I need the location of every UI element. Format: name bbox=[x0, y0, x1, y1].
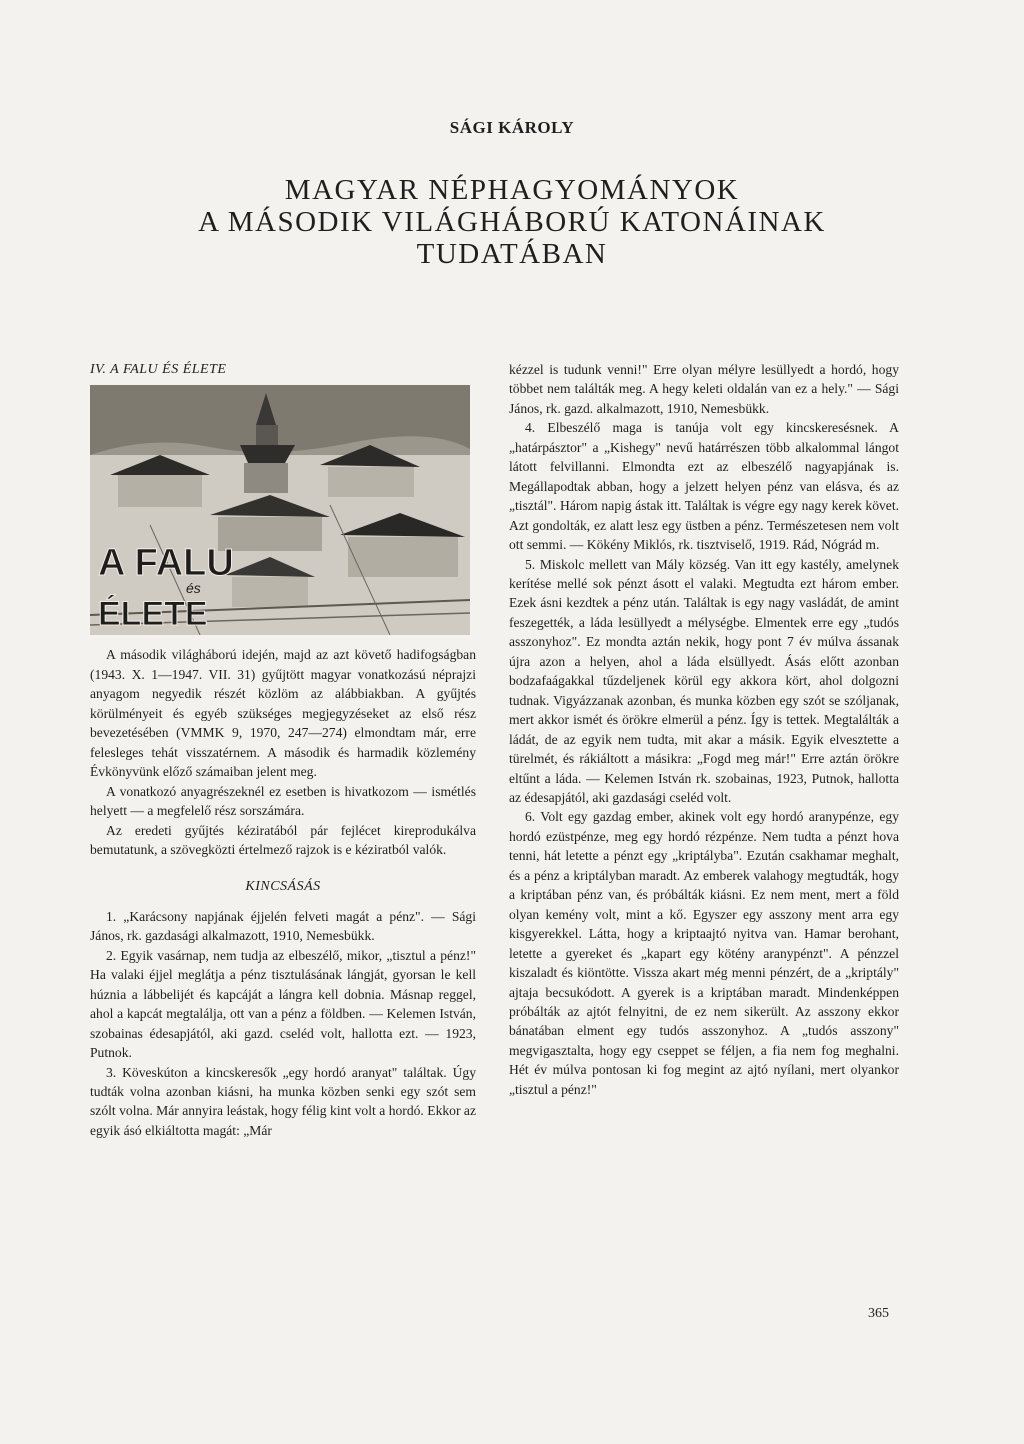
article-title bbox=[0, 174, 1024, 270]
tale-item: 5. Miskolc mellett van Mály község. Van itt egy kastély, amelynek kerítése mellé sok pénzt ásott el valaki. Megtudta ezt három ember. Ezek ásni kezdtek a pénz után. Találtak is egy nagy vasládát, de amint feszegették, a láda lesüllyedt a mélységbe. Elmentek erre egy „tudós asszonyhoz". Ez mondta aztán nekik, hogy pont 7 év múlva ássanak újra azon a helyen, ahol a láda elsüllyedt. Ásás előtt azonban bodzafaágakkal tűzdeljenek körül egy akkora kört, ahol dolgozni tudnak. Vigyázzanak azonban, és munka közben egy szót se szóljanak, mert akkor ismét és örökre elmerül a pénz. Így is tettek. Megtalálták a ládát, de az egyik nem tudta, mit akar a másik. Egyik elvesztette a türelmét, és rákiáltott a másikra: „Fogd meg már!" Erre aztán örökre eltűnt a láda. — Kelemen István rk. szobainas, 1923, Putnok, hallotta az édesapjától, aki gazdasági cseléd volt. bbox=[509, 556, 899, 805]
drawing-title-line2: és bbox=[186, 580, 201, 597]
chapter-heading: IV. A FALU ÉS ÉLETE bbox=[90, 362, 227, 377]
drawing-title-line3: ÉLETE bbox=[98, 595, 208, 634]
tale-item: 1. „Karácsony napjának éjjelén felveti magát a pénz". — Sági János, rk. gazdasági alkalmazott, 1910, Nemesbükk. bbox=[90, 908, 476, 944]
title-line: MAGYAR NÉPHAGYOMÁNYOK bbox=[284, 174, 740, 206]
title-line: A MÁSODIK VILÁGHÁBORÚ KATONÁINAK bbox=[198, 206, 826, 238]
tale-continuation: kézzel is tudunk venni!" Erre olyan mélyre lesüllyedt a hordó, hogy többet nem találták meg. A hegy keleti oldalán van ez a hely." — Sági János, rk. gazd. alkalmazott, 1910, Nemesbükk. bbox=[509, 362, 899, 416]
tale-item: 3. Köveskúton a kincskeresők „egy hordó aranyat" találtak. Úgy tudták volna azonban kiásni, ha munka közben senki egy szót sem szólt volna. Már annyira leástak, hogy félig kint volt a hordó. Ekkor az egyik ásó elkiáltotta magát: „Már bbox=[90, 1064, 476, 1138]
right-column bbox=[509, 360, 899, 1099]
tale-item: 4. Elbeszélő maga is tanúja volt egy kincskeresésnek. A „határpásztor" a „Kishegy" nevű határrészen több alkalommal lángot látott felvillanni. Elmondta ezt az elbeszélő nagyapjának is. Megállapodtak abban, hogy a jelzett helyen pénz van elásva, és az „tisztál". Három napig ástak itt. Találtak is végre egy nagy kerek követ. Azt gondolták, ez alatt lesz egy üstben a pénz. Természetesen nem volt ott semmi. — Kökény Miklós, rk. tisztviselő, 1919. Rád, Nógrád m. bbox=[509, 420, 899, 553]
left-column bbox=[90, 360, 476, 1140]
intro-paragraph: Az eredeti gyűjtés kéziratából pár fejlécet kireprodukálva bemutatunk, a szövegközti értelmező rajzok is e kéziratból valók. bbox=[90, 822, 476, 857]
section-heading: KINCSÁSÁS bbox=[245, 879, 321, 895]
tale-item: 6. Volt egy gazdag ember, akinek volt egy hordó aranypénze, egy hordó ezüstpénze, meg egy hordó rézpénze. Nem tudta a pénzt hova tenni, hát letette a pénzt egy „kriptályba". Ezután csakhamar meghalt, és a pénz a kriptályban maradt. Az emberek valahogy megtudták, hogy a kriptában pénz van, és próbálták kiásni. Ez nem ment, mert a föld olyan kemény volt, mint a kő. Egyszer egy asszony ment arra egy kisgyerekkel. Látta, hogy a kriptaajtó nyitva van. Hamar berohant, letette a gyereket és „kapart egy kötény aranypénzt". A pénzzel kiszaladt és kiöntötte. Vissza akart még menni pénzért, de a „kriptály" ajtaja becsukódott. A gyerek is a kriptában maradt. Mindenképpen próbálták az ajtót felnyitni, de ez nem sikerült. Az asszony ekkor bánatában elment egy tudós asszonyhoz. A „tudós asszony" megvigasztalta, hogy egy cseppet se féljen, a fia nem fog meghalni. Hét év múlva pontosan ki fog megint az ajtó nyílani, mert olyankor „tisztul a pénz!" bbox=[509, 809, 899, 1097]
tale-item: 2. Egyik vasárnap, nem tudja az elbeszélő, mikor, „tisztul a pénz!" Ha valaki éjjel meglátja a pénz tisztulásának lángját, gyorsan le kell húznia a lábbelijét és kapcáját a lángra kell dobnia. Másnap reggel, ahol a kapcát megtalálja, ott van a pénz a földben. — Kelemen István, szobainas édesapjától, aki gazd. cseléd volt, hallotta ezt. — 1923, Putnok. bbox=[90, 947, 476, 1061]
intro-paragraph: A második világháború idején, majd az azt követő hadifogságban (1943. X. 1—1947. VII. 31) gyűjtött magyar vonatkozású néprajzi anyagom negyedik részét közlöm az alábbiakban. A gyűjtés körülményeit és egyéb szükséges megjegyzéseket az első rész bevezetésében (VMMK 9, 1970, 247—274) elmondtam már, erre felesleges tehát visszatérnem. A második és harmadik közlemény Évkönyvünk előző számaiban jelent meg. bbox=[90, 647, 476, 780]
author-name: SÁGI KÁROLY bbox=[449, 118, 575, 137]
title-line: TUDATÁBAN bbox=[416, 238, 608, 270]
drawing-title-line1: A FALU bbox=[98, 542, 234, 585]
village-drawing bbox=[90, 385, 470, 635]
intro-paragraph: A vonatkozó anyagrészeknél ez esetben is hivatkozom — ismétlés helyett — a megfelelő rész sorszámára. bbox=[90, 783, 476, 819]
page-number: 365 bbox=[868, 1306, 889, 1321]
